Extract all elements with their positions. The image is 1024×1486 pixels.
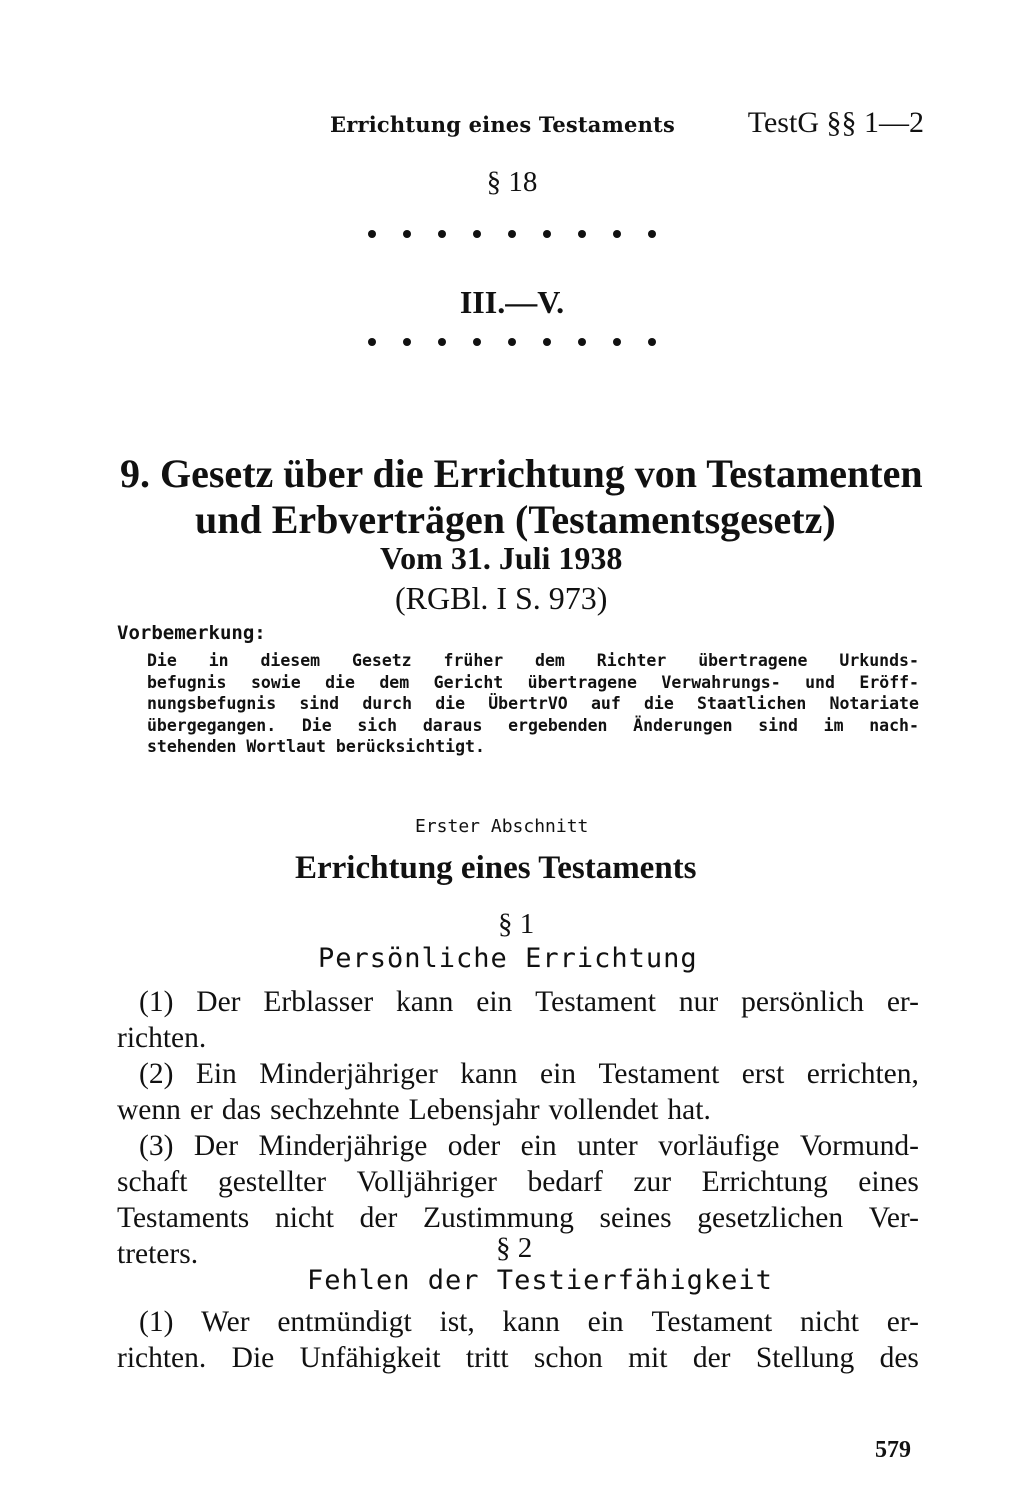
text-line: schaft gestellter Volljähriger bedarf zur Errichtung eines bbox=[117, 1166, 919, 1198]
note-heading: Vorbemerkung: bbox=[117, 622, 266, 644]
law-date: Vom 31. Juli 1938 bbox=[380, 540, 623, 576]
note-body bbox=[147, 650, 919, 758]
paragraph-2-title: Fehlen der Testierfähigkeit bbox=[307, 1265, 773, 1296]
text-line: richten. Die Unfähigkeit tritt schon mit der Stellung des bbox=[117, 1342, 919, 1374]
text-line: (1) Der Erblasser kann ein Testament nur persönlich er- bbox=[139, 986, 919, 1018]
paragraph-1-sign: § 1 bbox=[498, 908, 535, 940]
text-line: treters. bbox=[117, 1238, 199, 1270]
running-head-paragraphs: TestG §§ 1—2 bbox=[747, 106, 924, 139]
note-line: befugnis sowie die dem Gericht übertragene Verwahrungs- und Eröff- bbox=[147, 672, 919, 692]
paragraph-1-text bbox=[117, 984, 919, 1272]
law-source: (RGBl. I S. 973) bbox=[395, 580, 608, 616]
section-label: Erster Abschnitt bbox=[415, 816, 589, 837]
paragraph-1-title: Persönliche Errichtung bbox=[318, 943, 698, 974]
text-line: wenn er das sechzehnte Lebensjahr vollendet hat. bbox=[117, 1094, 711, 1126]
paragraph-2-sign: § 2 bbox=[496, 1232, 533, 1264]
text-line: (1) Wer entmündigt ist, kann ein Testament nicht er- bbox=[139, 1306, 919, 1338]
section-title: Errichtung eines Testaments bbox=[295, 850, 697, 886]
text-line: richten. bbox=[117, 1022, 207, 1054]
parts-heading: III.—V. bbox=[459, 284, 565, 320]
text-line: (2) Ein Minderjähriger kann ein Testament erst errichten, bbox=[139, 1058, 919, 1090]
text-line: (3) Der Minderjährige oder ein unter vorläufige Vormund- bbox=[139, 1130, 919, 1162]
law-title-line-1: 9. Gesetz über die Errichtung von Testamenten bbox=[120, 451, 923, 496]
law-title-line-2: und Erbverträgen (Testamentsgesetz) bbox=[195, 497, 836, 542]
text-line: Testaments nicht der Zustimmung seines gesetzlichen Ver- bbox=[117, 1202, 919, 1234]
paragraph-18-heading: § 18 bbox=[486, 166, 538, 198]
running-head-title: Errichtung eines Testaments bbox=[330, 112, 675, 137]
omission-dots bbox=[368, 230, 656, 238]
running-head bbox=[330, 106, 924, 140]
note-line: stehenden Wortlaut berücksichtigt. bbox=[147, 737, 485, 756]
paragraph-2-text bbox=[117, 1304, 919, 1376]
note-line: nungsbefugnis sind durch die ÜbertrVO auf die Staatlichen Notariate bbox=[147, 694, 919, 713]
note-line: übergegangen. Die sich daraus ergebenden Änderungen sind im nach- bbox=[147, 715, 919, 735]
omission-dots bbox=[368, 338, 656, 346]
page-number: 579 bbox=[875, 1437, 911, 1463]
note-line: Die in diesem Gesetz früher dem Richter übertragene Urkunds- bbox=[147, 651, 919, 670]
